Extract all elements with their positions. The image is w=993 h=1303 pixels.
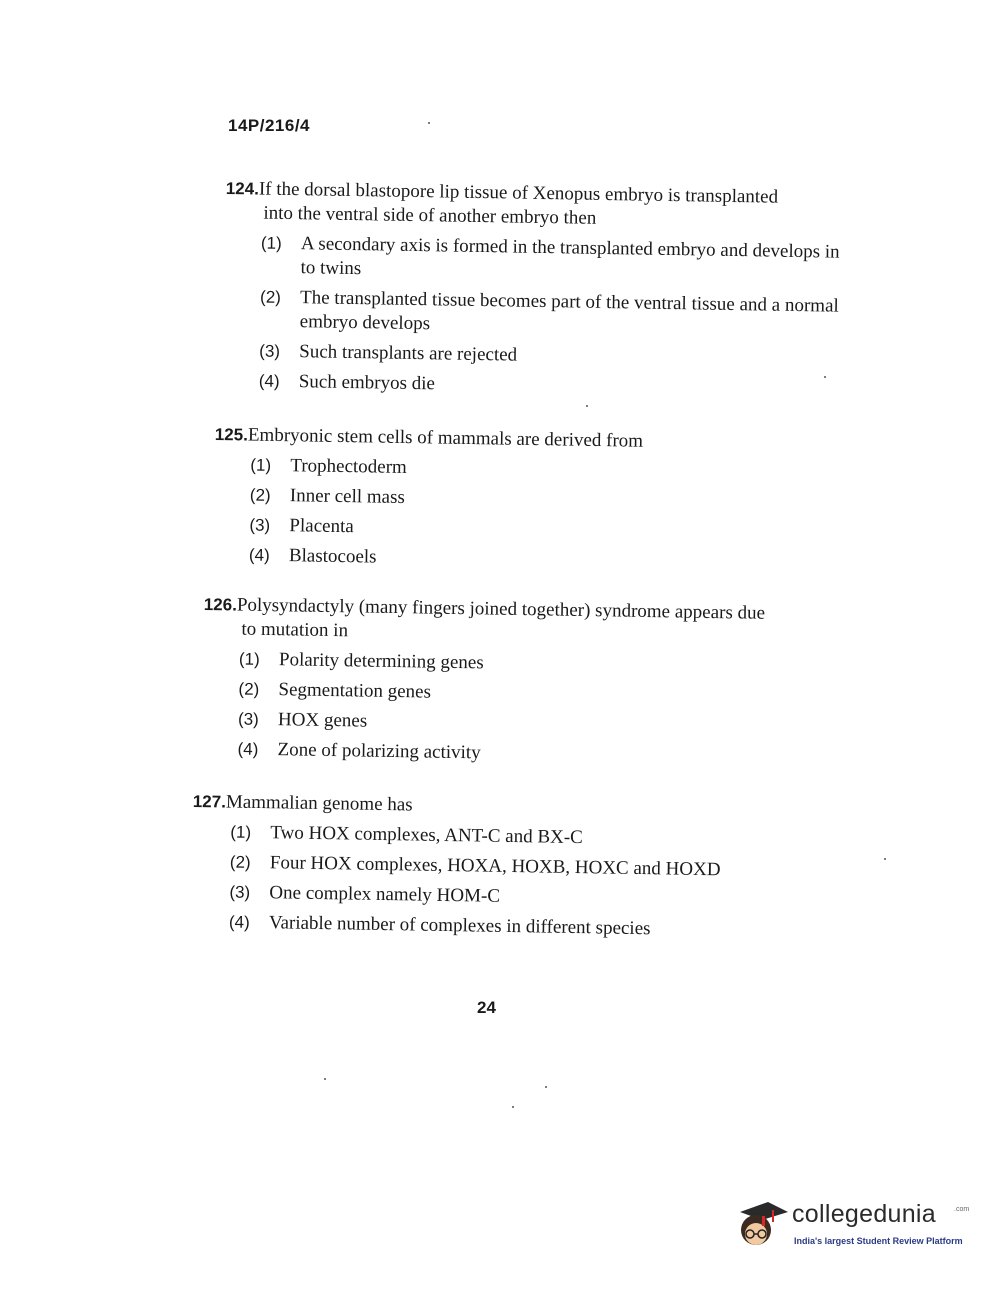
scan-speck — [545, 1086, 547, 1088]
question-number: 124. — [225, 178, 260, 199]
option-text: Such embryos die — [298, 371, 436, 395]
option-text: Such transplants are rejected — [299, 341, 518, 366]
option-number: (4) — [228, 912, 250, 932]
brand-domain: .com — [954, 1206, 970, 1213]
brand-name: collegedunia — [792, 1200, 936, 1228]
option-text: Trophectoderm — [290, 455, 407, 479]
question-number: 125. — [214, 424, 249, 445]
stem-line-1: Mammalian genome has — [225, 791, 413, 816]
option-number: (2) — [238, 679, 260, 699]
scan-speck — [884, 858, 886, 860]
collegedunia-watermark — [734, 1192, 970, 1262]
option-text: One complex namely HOM-C — [269, 882, 501, 907]
question-stem — [193, 790, 753, 823]
question-stem — [203, 593, 834, 651]
option-number: (3) — [249, 515, 271, 535]
option-number: (2) — [229, 852, 251, 872]
option — [239, 648, 833, 681]
option-text: A secondary axis is formed in the transplanted embryo and develops in to twins — [300, 233, 840, 280]
option-text: Two HOX complexes, ANT-C and BX-C — [270, 822, 583, 849]
option — [250, 454, 714, 485]
scan-speck — [586, 405, 588, 407]
option — [229, 881, 751, 913]
option-text: Zone of polarizing activity — [277, 739, 481, 764]
option-number: (3) — [229, 882, 251, 902]
option-number: (4) — [248, 545, 270, 565]
option-text: Four HOX complexes, HOXA, HOXB, HOXC and HOXD — [269, 852, 721, 881]
brand-tagline: India's largest Student Review Platform — [794, 1236, 963, 1246]
option-text: Inner cell mass — [289, 485, 406, 508]
scan-speck — [512, 1106, 514, 1108]
option-text: Placenta — [289, 515, 354, 538]
option-number: (1) — [250, 455, 272, 475]
option-text: Blastocoels — [288, 545, 377, 568]
option-number: (3) — [237, 709, 259, 729]
option — [260, 286, 850, 343]
question-stem — [225, 177, 851, 235]
paper-code: 14P/216/4 — [228, 116, 311, 135]
stem-line-1: If the dorsal blastopore lip tissue of Xenopus embryo is transplanted — [258, 178, 779, 208]
option — [259, 370, 848, 403]
question-127 — [191, 790, 753, 949]
scan-speck — [324, 1078, 326, 1080]
option-number: (1) — [230, 822, 252, 842]
option — [250, 484, 714, 515]
options-list — [201, 647, 833, 771]
option-text: The transplanted tissue becomes part of the ventral tissue and a normal embryo develops — [299, 287, 839, 335]
option — [230, 821, 752, 853]
question-125 — [213, 423, 715, 581]
option-number: (4) — [237, 739, 259, 759]
question-124 — [223, 177, 851, 409]
mascot-graduate-icon — [734, 1198, 790, 1258]
option — [238, 708, 832, 741]
stem-line-1: Polysyndactyly (many fingers joined together) syndrome appears due — [236, 594, 766, 624]
question-126 — [201, 593, 834, 777]
option-number: (2) — [259, 287, 282, 307]
option — [260, 232, 850, 289]
scan-speck — [824, 376, 826, 378]
option-number: (4) — [258, 371, 280, 391]
option-number: (1) — [260, 233, 282, 253]
option — [237, 738, 831, 771]
scan-speck — [428, 122, 430, 124]
question-stem — [215, 423, 715, 455]
option-text: HOX genes — [277, 709, 368, 732]
options-list — [213, 453, 715, 575]
option-number: (1) — [238, 649, 260, 669]
option-text: Polarity determining genes — [278, 649, 484, 674]
stem-line-2: into the ventral side of another embryo then — [263, 202, 597, 229]
option-text: Variable number of complexes in different species — [268, 912, 651, 940]
option — [249, 544, 713, 575]
option — [259, 340, 848, 373]
option-text: Segmentation genes — [278, 679, 432, 703]
option — [238, 678, 832, 711]
question-number: 126. — [203, 594, 238, 615]
page-number: 24 — [477, 998, 496, 1017]
options-list — [191, 820, 753, 943]
option-number: (2) — [249, 485, 271, 505]
option — [229, 911, 751, 943]
stem-line-2: to mutation in — [241, 618, 349, 642]
stem-line-1: Embryonic stem cells of mammals are derived from — [247, 424, 644, 452]
option — [230, 851, 752, 883]
question-number: 127. — [192, 791, 227, 812]
option-number: (3) — [259, 341, 281, 361]
options-list — [223, 231, 850, 403]
option — [249, 514, 713, 545]
